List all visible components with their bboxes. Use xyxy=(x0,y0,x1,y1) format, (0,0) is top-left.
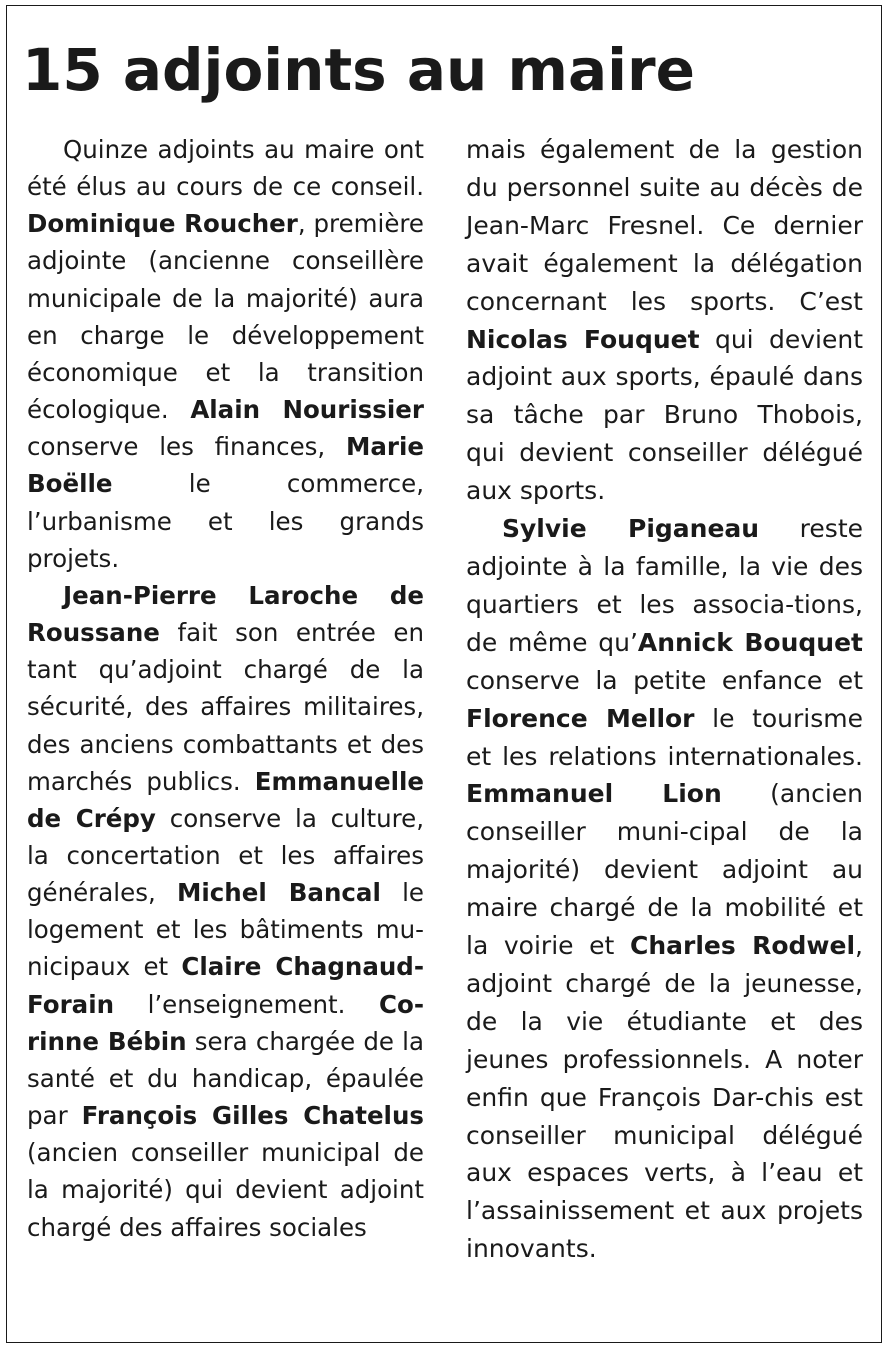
person-name: Alain Nourissier xyxy=(190,395,424,425)
person-name: Dominique Roucher xyxy=(27,209,298,239)
text: le commerce, l’urbanisme et les grands projets. xyxy=(27,469,424,573)
text: le tourisme et les relations internationales. xyxy=(466,703,863,771)
person-name: Claire Chagnaud-Forain xyxy=(27,952,425,1019)
left-column xyxy=(27,131,424,1246)
text: (ancien conseiller municipal de la majorité) qui devient adjoint chargé des affaires sociales xyxy=(27,1138,424,1242)
person-name: Charles Rodwel xyxy=(629,931,856,961)
text: reste adjointe à la famille, la vie des quartiers et les associa-tions, de même qu’ xyxy=(466,514,863,657)
person-name: Michel Bancal xyxy=(177,878,381,908)
paragraph xyxy=(27,131,424,577)
text: , première adjointe (ancienne conseillère municipale de la majorité) aura en charge le développement économique et la transition écologique. xyxy=(27,209,424,425)
text: conserve les finances, xyxy=(27,432,346,462)
person-name: Sylvie Piganeau xyxy=(502,514,760,544)
text: Quinze adjoints au maire ont été élus au cours de ce conseil. xyxy=(27,135,424,202)
text: , adjoint chargé de la jeunesse, de la vie étudiante et des jeunes professionnels. A noter enfin que François Dar-chis est conseiller municipal délégué aux espaces verts, à l’eau et l’assainissement et aux projets innovants. xyxy=(466,931,863,1264)
text: conserve la petite enfance et xyxy=(466,665,863,695)
right-column xyxy=(466,131,863,1268)
text: sera chargée de la santé et du handicap, épaulée par xyxy=(27,1026,425,1131)
person-name: Jean-Pierre Laroche de Roussane xyxy=(27,580,424,648)
text: conserve la culture, la concertation et les affaires générales, xyxy=(27,803,424,908)
person-name: Emmanuel Lion xyxy=(466,779,722,809)
paragraph-continued xyxy=(466,131,863,510)
text: mais également de la gestion du personnel suite au décès de Jean-Marc Fresnel. Ce dernier avait également la délégation concernant les sports. C’est xyxy=(466,135,863,316)
text: fait son entrée en tant qu’adjoint chargé de la sécurité, des affaires militaires, des anciens combattants et des marchés publics. xyxy=(27,618,424,796)
person-name: Nicolas Fouquet xyxy=(466,324,700,354)
person-name: Emmanuelle de Crépy xyxy=(27,766,424,833)
article-title: 15 adjoints au maire xyxy=(22,36,695,104)
person-name: Annick Bouquet xyxy=(637,627,863,657)
person-name: Marie Boëlle xyxy=(27,432,424,499)
text: (ancien conseiller muni-cipal de la majorité) devient adjoint au maire chargé de la mobilité et la voirie et xyxy=(466,779,863,961)
paragraph xyxy=(27,577,424,1246)
person-name: François Gilles Chatelus xyxy=(81,1101,424,1131)
text: l’enseignement. xyxy=(114,989,380,1019)
person-name: Florence Mellor xyxy=(466,703,695,733)
text: le logement et les bâtiments mu-nicipaux et xyxy=(27,878,424,982)
paragraph xyxy=(466,510,863,1268)
text: qui devient adjoint aux sports, épaulé dans sa tâche par Bruno Thobois, qui devient conseiller délégué aux sports. xyxy=(466,324,863,506)
person-name: Co-rinne Bébin xyxy=(27,989,424,1056)
